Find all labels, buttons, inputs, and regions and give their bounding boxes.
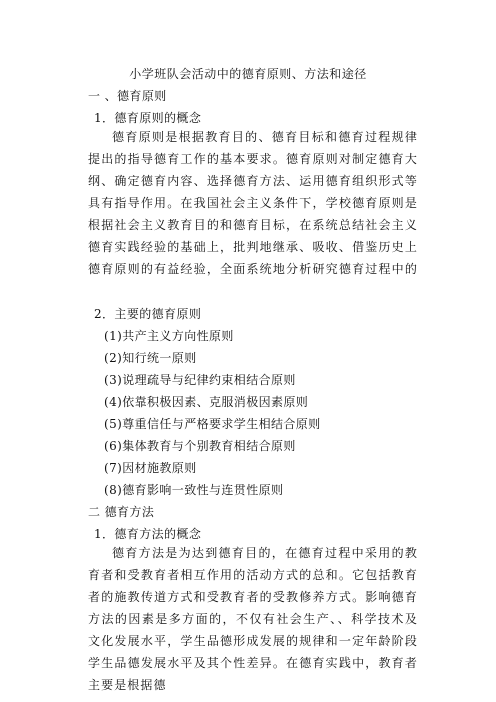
list-item: (1)共产主义方向性原则 xyxy=(104,329,234,343)
paragraph-principle-concept: 德育原则是根据教育目的、德育目标和德育过程规律提出的指导德育工作的基本要求。德育原则对制定德育大纲、确定德育内容、选择德育方法、运用德育组织形式等具有指导作用。在我国社会主义条件下，学校德育原则是根据社会主义教育目的和德育目标，在系统总结社会主义德育实践经验的基础上，批判地继承、吸收、借鉴历史上德育原则的有益经验，全面系统地分析研究德育过程中的 xyxy=(88,130,418,276)
subheading-principle-concept: 1．德育原则的概念 xyxy=(94,111,202,125)
section-heading-principles: 一 、德育原则 xyxy=(88,89,167,103)
list-item: (3)说理疏导与纪律约束相结合原则 xyxy=(104,373,296,387)
subheading-main-principles: 2．主要的德育原则 xyxy=(94,307,202,321)
list-item: (2)知行统一原则 xyxy=(104,351,197,365)
document-title: 小学班队会活动中的德育原则、方法和途径 xyxy=(129,67,367,81)
list-item: (8)德育影响一致性与连贯性原则 xyxy=(104,483,284,497)
section-heading-methods: 二 德育方法 xyxy=(88,505,155,519)
list-item: (4)依靠积极因素、克服消极因素原则 xyxy=(104,395,309,409)
paragraph-method-concept: 德育方法是为达到德育目的，在德育过程中采用的教育者和受教育者相互作用的活动方式的总和。它包括教育者的施教传道方式和受教育者的受教修养方式。影响德育方法的因素是多方面的，不仅有社会生产、、科学技术及文化发展水平，学生品德形成发展的规律和一定年龄阶段学生品德发展水平及其个性差异。在德育实践中，教育者主要是根据德 xyxy=(88,546,418,692)
list-item: (7)因材施教原则 xyxy=(104,461,197,475)
list-item: (5)尊重信任与严格要求学生相结合原则 xyxy=(104,417,321,431)
subheading-method-concept: 1．德育方法的概念 xyxy=(94,527,202,541)
list-item: (6)集体教育与个别教育相结合原则 xyxy=(104,439,296,453)
